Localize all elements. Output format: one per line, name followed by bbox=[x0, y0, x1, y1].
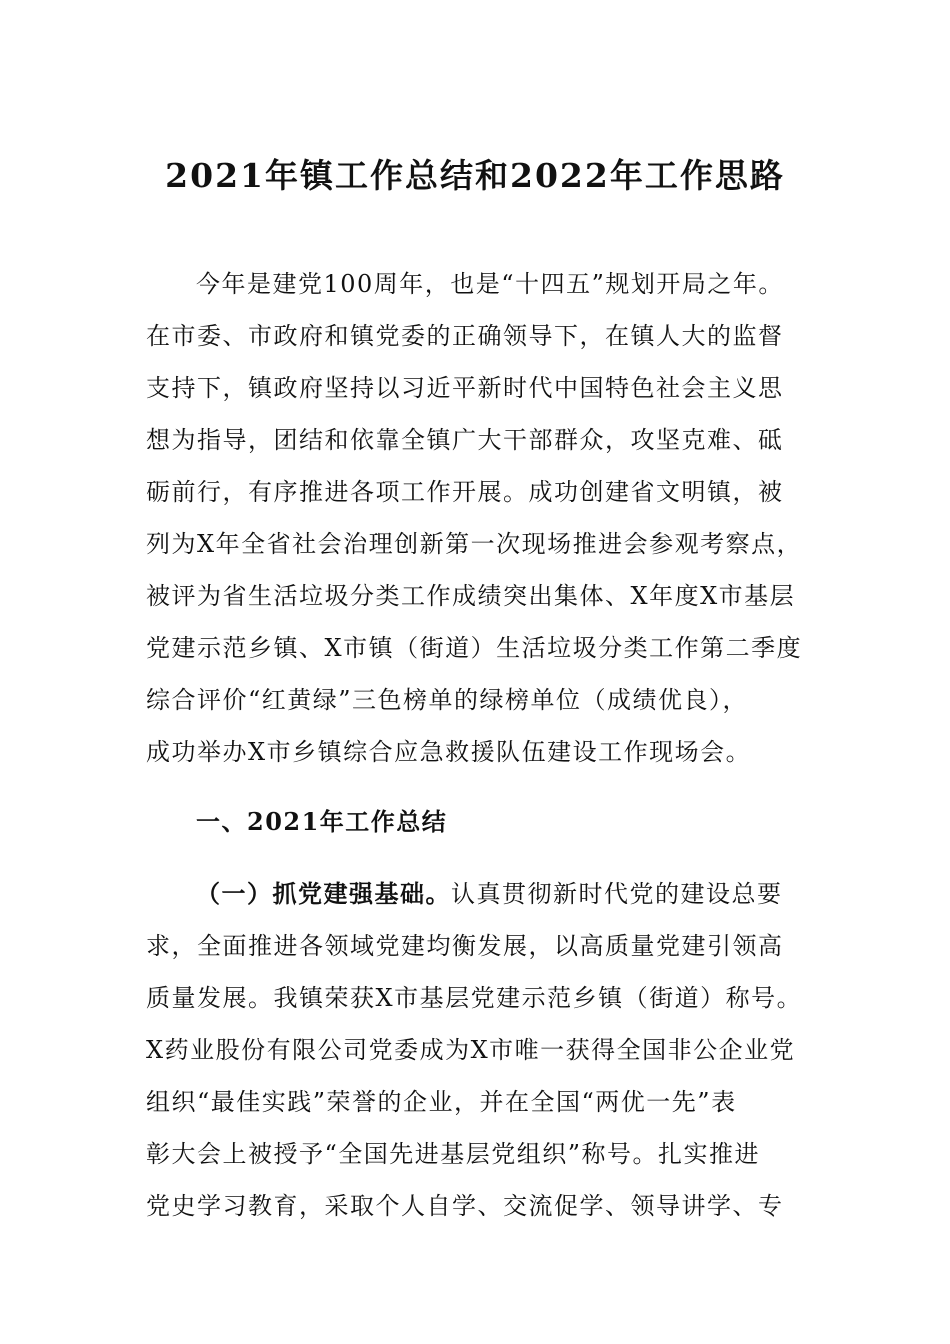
intro-line: 综合评价“红黄绿”三色榜单的绿榜单位（成绩优良）， bbox=[146, 686, 749, 714]
body-line: 组织“最佳实践”荣誉的企业，并在全国“两优一先”表 bbox=[146, 1088, 737, 1116]
subsection-lead: （一）抓党建强基础。 bbox=[196, 879, 451, 908]
body-line: 彰大会上被授予“全国先进基层党组织”称号。扎实推进 bbox=[146, 1140, 761, 1168]
section-heading: 一、2021年工作总结 bbox=[196, 807, 448, 836]
intro-line: 被评为省生活垃圾分类工作成绩突出集体、X年度X市基层 bbox=[146, 582, 796, 610]
intro-line: 党建示范乡镇、X市镇（街道）生活垃圾分类工作第二季度 bbox=[146, 634, 803, 662]
intro-line: 在市委、市政府和镇党委的正确领导下，在镇人大的监督 bbox=[146, 322, 784, 350]
body-line: X药业股份有限公司党委成为X市唯一获得全国非公企业党 bbox=[146, 1036, 796, 1064]
intro-line: 今年是建党100周年，也是“十四五”规划开局之年。 bbox=[196, 270, 784, 298]
body-line: 党史学习教育，采取个人自学、交流促学、领导讲学、专 bbox=[146, 1192, 784, 1220]
intro-line: 想为指导，团结和依靠全镇广大干部群众，攻坚克难、砥 bbox=[146, 426, 784, 454]
intro-line: 支持下，镇政府坚持以习近平新时代中国特色社会主义思 bbox=[146, 374, 784, 402]
body-line: 求，全面推进各领域党建均衡发展，以高质量党建引领高 bbox=[146, 932, 784, 960]
subsection-first-line bbox=[196, 868, 783, 920]
document-title: 2021年镇工作总结和2022年工作思路 bbox=[165, 156, 785, 195]
body-line: 质量发展。我镇荣获X市基层党建示范乡镇（街道）称号。 bbox=[146, 984, 803, 1012]
subsection-first-line-text: 认真贯彻新时代党的建设总要 bbox=[451, 880, 783, 908]
intro-line: 成功举办X市乡镇综合应急救援队伍建设工作现场会。 bbox=[146, 738, 752, 766]
intro-line: 砺前行，有序推进各项工作开展。成功创建省文明镇，被 bbox=[146, 478, 784, 506]
intro-line: 列为X年全省社会治理创新第一次现场推进会参观考察点， bbox=[146, 530, 803, 558]
